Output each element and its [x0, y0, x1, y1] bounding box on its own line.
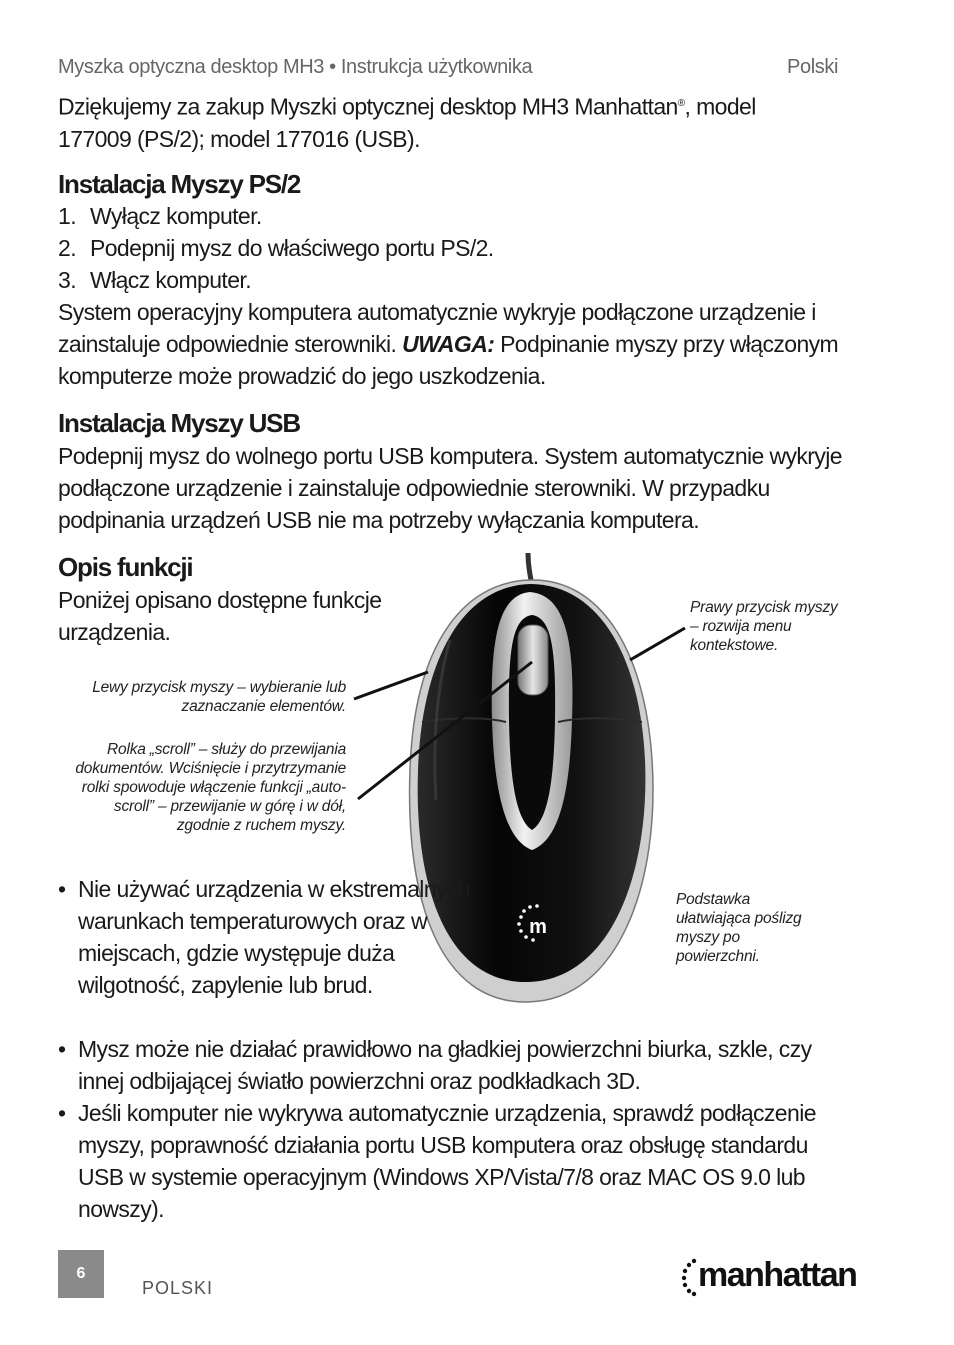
note-item: • Jeśli komputer nie wykrywa automatycznie urządzenia, sprawdź podłączenie myszy, poprawność działania portu USB komputera oraz obsługę standardu USB w systemie operacyjnym (Windows XP/Vista/7/8 oraz MAC OS 9.0 lub nowszy). [58, 1100, 816, 1222]
note-item: • Mysz może nie działać prawidłowo na gładkiej powierzchni biurka, szkle, czy innej odbijającej światło powierzchni oraz podkładkach 3D. [58, 1036, 812, 1094]
callout-scroll-wheel: Rolka „scroll” – służy do przewijania dokumentów. Wciśnięcie i przytrzymanie rolki spowoduje włączenie funkcji „auto-scroll” – przewijanie w górę i w dół, zgodnie z ruchem myszy. [75, 741, 346, 834]
ps2-body: System operacyjny komputera automatycznie wykryje podłączone urządzenie i zainstaluje odpowiednie sterowniki. UWAGA: Podpinanie myszy przy włączonym komputerze może prowadzić do jego uszkodzenia. [58, 299, 839, 389]
page-number: 6 [58, 1250, 104, 1298]
leader-left-button [354, 672, 428, 699]
intro-text: Dziękujemy za zakup Myszki optycznej desktop MH3 Manhattan [58, 93, 678, 120]
brand-name: manhattan [698, 1255, 857, 1294]
usb-heading: Instalacja Myszy USB [58, 408, 300, 438]
usb-body: Podepnij mysz do wolnego portu USB komputera. System automatycznie wykryje podłączone urządzenie i zainstaluje odpowiednie sterowniki. W przypadku podpinania urządzeń USB nie ma potrzeby wyłączania komputera. [58, 443, 842, 533]
callout-left-button: Lewy przycisk myszy – wybieranie lub zaznaczanie elementów. [92, 679, 346, 715]
ps2-step: 1. Wyłącz komputer. [58, 203, 262, 229]
callout-right-button: Prawy przycisk myszy – rozwija menu kontekstowe. [690, 599, 838, 654]
registered-mark: ® [677, 98, 685, 109]
callout-base: Podstawka ułatwiająca poślizg myszy po powierzchni. [676, 891, 802, 965]
brand-dots-icon [680, 1253, 698, 1297]
features-intro: Poniżej opisano dostępne funkcje urządzenia. [58, 587, 382, 645]
scroll-wheel [518, 625, 548, 695]
ps2-heading: Instalacja Myszy PS/2 [58, 169, 301, 199]
features-heading: Opis funkcji [58, 552, 193, 582]
warning-label: UWAGA: [402, 331, 495, 357]
leader-right-button [630, 628, 685, 660]
ps2-step: 2. Podepnij mysz do właściwego portu PS/2. [58, 235, 494, 261]
brand-logo [680, 1250, 856, 1300]
document-title: Myszka optyczna desktop MH3 • Instrukcja użytkownika [58, 56, 533, 78]
note-item: • Nie używać urządzenia w ekstremalnych warunkach temperaturowych oraz w miejscach, gdzie występuje duża wilgotność, zapylenie lub brud. [58, 876, 470, 998]
notes-list-continued [58, 1033, 848, 1225]
intro-models: , model 177009 (PS/2); model 177016 (USB). [58, 93, 756, 152]
notes-list [58, 873, 478, 1001]
footer-language: POLSKI [142, 1278, 214, 1298]
ps2-step: 3. Włącz komputer. [58, 267, 251, 293]
header-language: Polski [787, 56, 838, 78]
mouse-logo-letter: m [529, 916, 547, 938]
